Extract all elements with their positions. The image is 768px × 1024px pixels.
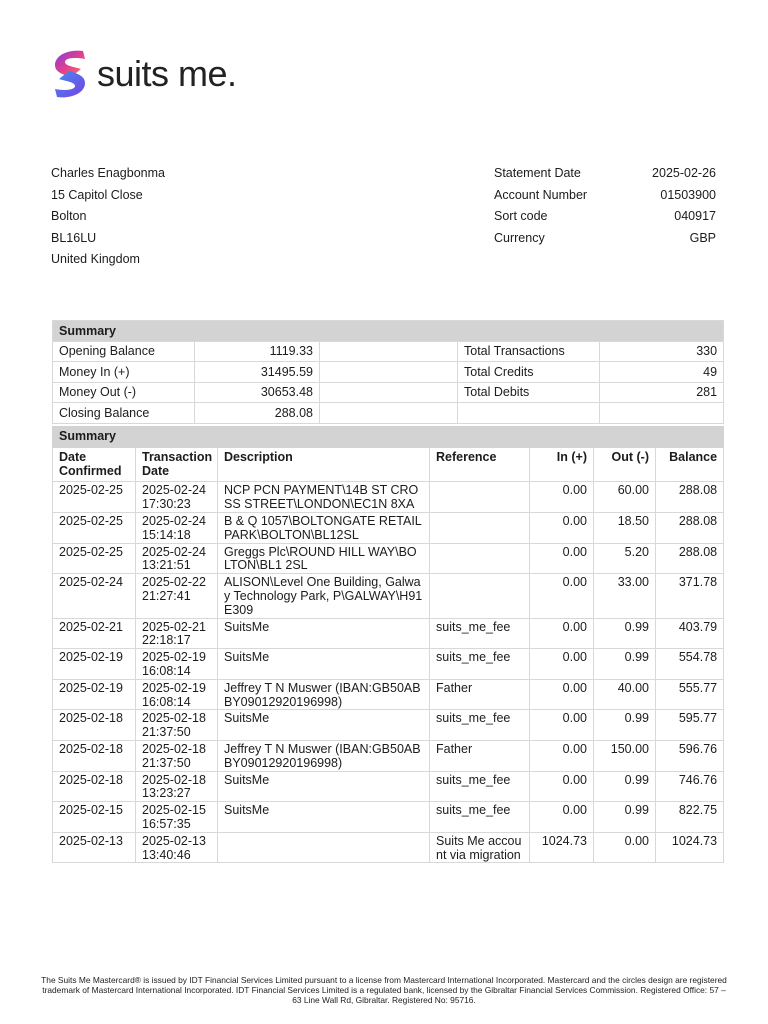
money-out-label: Money Out (-) [53, 382, 195, 403]
statement-date-value: 2025-02-26 [652, 166, 716, 180]
cell-date-confirmed: 2025-02-21 [53, 618, 136, 649]
summary-table [52, 320, 724, 424]
brand-wordmark: suits me. [97, 53, 237, 94]
cell-reference: suits_me_fee [430, 710, 530, 741]
cell-date-confirmed: 2025-02-19 [53, 679, 136, 710]
summary-title: Summary [53, 321, 724, 342]
cell-money-in: 0.00 [530, 618, 594, 649]
cell-money-in: 0.00 [530, 512, 594, 543]
table-row [53, 771, 724, 802]
summary-spacer [320, 382, 458, 403]
cell-money-in: 0.00 [530, 771, 594, 802]
statement-date-label: Statement Date [494, 166, 581, 180]
address-postcode: BL16LU [51, 230, 97, 245]
address-line1: 15 Capitol Close [51, 187, 143, 202]
cell-reference [430, 512, 530, 543]
transactions-table [52, 426, 724, 863]
column-header: Reference [430, 447, 530, 482]
table-row [53, 832, 724, 863]
cell-money-out: 0.99 [594, 802, 656, 833]
sort-code-label: Sort code [494, 209, 548, 224]
total-debits-value: 281 [600, 382, 724, 403]
cell-description: ALISON\Level One Building, Galway Technology Park, P\GALWAY\H91 E309 [218, 574, 430, 618]
money-in-value: 31495.59 [195, 362, 320, 383]
cell-date-confirmed: 2025-02-25 [53, 543, 136, 574]
cell-balance: 403.79 [656, 618, 724, 649]
cell-reference: suits_me_fee [430, 649, 530, 680]
cell-reference [430, 543, 530, 574]
money-in-label: Money In (+) [53, 362, 195, 383]
address-country: United Kingdom [51, 252, 140, 267]
column-header: Transaction Date [136, 447, 218, 482]
sort-code-value: 040917 [674, 209, 716, 224]
cell-description [218, 832, 430, 863]
column-header: Balance [656, 447, 724, 482]
cell-money-out: 0.00 [594, 832, 656, 863]
table-row [53, 679, 724, 710]
cell-transaction-date: 2025-02-18 21:37:50 [136, 710, 218, 741]
transactions-body [53, 482, 724, 863]
cell-description: SuitsMe [218, 649, 430, 680]
summary-spacer [600, 403, 724, 424]
summary-row [53, 362, 724, 383]
table-row [53, 649, 724, 680]
statement-date-row [494, 163, 716, 185]
cell-description: B & Q 1057\BOLTONGATE RETAIL PARK\BOLTON\BL12SL [218, 512, 430, 543]
cell-date-confirmed: 2025-02-15 [53, 802, 136, 833]
cell-date-confirmed: 2025-02-19 [53, 649, 136, 680]
cell-date-confirmed: 2025-02-25 [53, 482, 136, 513]
cell-money-in: 0.00 [530, 740, 594, 771]
cell-money-in: 0.00 [530, 679, 594, 710]
closing-balance-label: Closing Balance [53, 403, 195, 424]
account-number-value: 01503900 [660, 187, 716, 202]
cell-transaction-date: 2025-02-18 21:37:50 [136, 740, 218, 771]
cell-transaction-date: 2025-02-24 17:30:23 [136, 482, 218, 513]
cell-money-out: 150.00 [594, 740, 656, 771]
total-credits-label: Total Credits [458, 362, 600, 383]
cell-reference [430, 574, 530, 618]
cell-money-out: 0.99 [594, 618, 656, 649]
currency-value: GBP [689, 230, 716, 245]
cell-date-confirmed: 2025-02-13 [53, 832, 136, 863]
cell-money-in: 0.00 [530, 649, 594, 680]
cell-transaction-date: 2025-02-18 13:23:27 [136, 771, 218, 802]
cell-balance: 596.76 [656, 740, 724, 771]
cell-money-out: 0.99 [594, 710, 656, 741]
cell-description: SuitsMe [218, 710, 430, 741]
account-number-label: Account Number [494, 187, 588, 202]
column-header: Description [218, 447, 430, 482]
cell-balance: 555.77 [656, 679, 724, 710]
total-transactions-label: Total Transactions [458, 341, 600, 362]
cell-money-in: 0.00 [530, 574, 594, 618]
sort-code-row [494, 206, 716, 228]
cell-description: SuitsMe [218, 618, 430, 649]
account-number-row [494, 185, 716, 207]
cell-transaction-date: 2025-02-24 13:21:51 [136, 543, 218, 574]
cell-description: Greggs Plc\ROUND HILL WAY\BOLTON\BL1 2SL [218, 543, 430, 574]
column-header: Out (-) [594, 447, 656, 482]
summary-spacer [320, 341, 458, 362]
legal-footer: The Suits Me Mastercard® is issued by IDT Financial Services Limited pursuant to a license from Mastercard International Incorporated. Mastercard and the circles design are registered trademark of Mastercard International Incorporated. IDT Financial Services Limited is a regulated bank, licensed by the Gibraltar Financial Services Commission. Registered Office: 57 – 63 Line Wall Rd, Gibraltar. Registered No: 95716. [41, 975, 727, 1006]
cell-date-confirmed: 2025-02-24 [53, 574, 136, 618]
table-row [53, 710, 724, 741]
cell-money-in: 0.00 [530, 543, 594, 574]
cell-balance: 1024.73 [656, 832, 724, 863]
opening-balance-value: 1119.33 [195, 341, 320, 362]
cell-money-in: 0.00 [530, 710, 594, 741]
column-header: In (+) [530, 447, 594, 482]
cell-transaction-date: 2025-02-19 16:08:14 [136, 679, 218, 710]
summary-row [53, 341, 724, 362]
cell-transaction-date: 2025-02-19 16:08:14 [136, 649, 218, 680]
opening-balance-label: Opening Balance [53, 341, 195, 362]
summary-spacer [320, 362, 458, 383]
cell-money-out: 33.00 [594, 574, 656, 618]
address-city: Bolton [51, 209, 87, 224]
cell-reference: Father [430, 679, 530, 710]
suitsme-logo-icon [51, 47, 89, 101]
summary-spacer [458, 403, 600, 424]
cell-reference: Father [430, 740, 530, 771]
table-row [53, 802, 724, 833]
cell-date-confirmed: 2025-02-18 [53, 710, 136, 741]
summary-row [53, 403, 724, 424]
cell-money-in: 0.00 [530, 482, 594, 513]
customer-name: Charles Enagbonma [51, 166, 165, 180]
cell-transaction-date: 2025-02-15 16:57:35 [136, 802, 218, 833]
cell-money-out: 5.20 [594, 543, 656, 574]
closing-balance-value: 288.08 [195, 403, 320, 424]
cell-money-out: 40.00 [594, 679, 656, 710]
total-credits-value: 49 [600, 362, 724, 383]
cell-balance: 288.08 [656, 543, 724, 574]
cell-balance: 822.75 [656, 802, 724, 833]
cell-date-confirmed: 2025-02-18 [53, 771, 136, 802]
cell-description: SuitsMe [218, 802, 430, 833]
transactions-header [53, 447, 724, 482]
summary-row [53, 382, 724, 403]
cell-balance: 746.76 [656, 771, 724, 802]
table-row [53, 618, 724, 649]
transactions-title: Summary [53, 427, 724, 448]
cell-money-out: 60.00 [594, 482, 656, 513]
cell-balance: 288.08 [656, 512, 724, 543]
table-row [53, 543, 724, 574]
statement-meta [494, 163, 716, 249]
summary-spacer [320, 403, 458, 424]
currency-row [494, 228, 716, 250]
table-row [53, 740, 724, 771]
cell-transaction-date: 2025-02-13 13:40:46 [136, 832, 218, 863]
cell-balance: 554.78 [656, 649, 724, 680]
column-header: Date Confirmed [53, 447, 136, 482]
cell-balance: 595.77 [656, 710, 724, 741]
cell-date-confirmed: 2025-02-18 [53, 740, 136, 771]
cell-reference: suits_me_fee [430, 771, 530, 802]
cell-transaction-date: 2025-02-22 21:27:41 [136, 574, 218, 618]
table-row [53, 574, 724, 618]
cell-reference: suits_me_fee [430, 802, 530, 833]
table-row [53, 512, 724, 543]
cell-description: SuitsMe [218, 771, 430, 802]
customer-address [51, 163, 165, 271]
table-row [53, 482, 724, 513]
cell-money-out: 18.50 [594, 512, 656, 543]
cell-reference: suits_me_fee [430, 618, 530, 649]
total-transactions-value: 330 [600, 341, 724, 362]
cell-money-in: 0.00 [530, 802, 594, 833]
cell-transaction-date: 2025-02-21 22:18:17 [136, 618, 218, 649]
cell-date-confirmed: 2025-02-25 [53, 512, 136, 543]
total-debits-label: Total Debits [458, 382, 600, 403]
cell-description: Jeffrey T N Muswer (IBAN:GB50ABBY09012920196998) [218, 679, 430, 710]
cell-description: Jeffrey T N Muswer (IBAN:GB50ABBY09012920196998) [218, 740, 430, 771]
currency-label: Currency [494, 230, 545, 245]
brand-logo [51, 47, 237, 101]
cell-money-out: 0.99 [594, 771, 656, 802]
cell-money-out: 0.99 [594, 649, 656, 680]
money-out-value: 30653.48 [195, 382, 320, 403]
cell-reference: Suits Me account via migration [430, 832, 530, 863]
cell-reference [430, 482, 530, 513]
cell-transaction-date: 2025-02-24 15:14:18 [136, 512, 218, 543]
cell-description: NCP PCN PAYMENT\14B ST CROSS STREET\LONDON\EC1N 8XA [218, 482, 430, 513]
cell-balance: 288.08 [656, 482, 724, 513]
cell-balance: 371.78 [656, 574, 724, 618]
cell-money-in: 1024.73 [530, 832, 594, 863]
